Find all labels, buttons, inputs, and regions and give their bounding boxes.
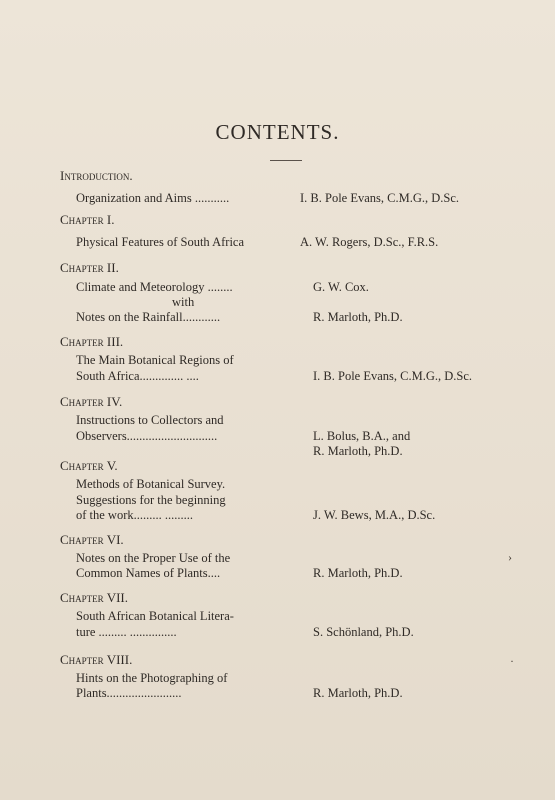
chapter-5-entry-1: Methods of Botanical Survey. [76, 477, 226, 491]
title-rule [270, 160, 302, 161]
chapter-4-author-2: R. Marloth, Ph.D. [313, 444, 403, 458]
chapter-2-author-1: G. W. Cox. [313, 280, 369, 294]
chapter-1-entry: Physical Features of South Africa [76, 235, 245, 249]
intro-heading: Introduction. [60, 168, 133, 183]
chapter-8-entry-1: Hints on the Photographing of [76, 671, 228, 685]
chapter-3-entry-2: South Africa.............. .... [76, 369, 199, 383]
chapter-7-entry-1: South African Botanical Litera- [76, 609, 234, 623]
chapter-6-heading: Chapter VI. [60, 532, 124, 547]
chapter-2-author-2: R. Marloth, Ph.D. [313, 310, 403, 324]
chapter-5-author: J. W. Bews, M.A., D.Sc. [313, 508, 436, 522]
chapter-3-entry-1: The Main Botanical Regions of [76, 353, 234, 367]
chapter-7-heading: Chapter VII. [60, 590, 128, 605]
chapter-6-author: R. Marloth, Ph.D. [313, 566, 403, 580]
chapter-4-author-1: L. Bolus, B.A., and [313, 429, 411, 443]
chapter-5-entry-2: Suggestions for the beginning [76, 493, 226, 507]
chapter-6-entry-1: Notes on the Proper Use of the [76, 551, 231, 565]
margin-mark: › [508, 550, 512, 564]
chapter-6-entry-2: Common Names of Plants.... [76, 566, 221, 580]
intro-author: I. B. Pole Evans, C.M.G., D.Sc. [300, 191, 460, 205]
margin-mark: · [510, 654, 514, 668]
chapter-5-heading: Chapter V. [60, 458, 118, 473]
chapter-4-heading: Chapter IV. [60, 394, 123, 409]
chapter-8-author: R. Marloth, Ph.D. [313, 686, 403, 700]
chapter-1-heading: Chapter I. [60, 212, 115, 227]
chapter-2-with: with [172, 295, 195, 309]
chapter-2-entry-2: Notes on the Rainfall............ [76, 310, 221, 324]
intro-entry: Organization and Aims ........... [76, 191, 230, 205]
chapter-1-author: A. W. Rogers, D.Sc., F.R.S. [300, 235, 439, 249]
chapter-2-heading: Chapter II. [60, 260, 119, 275]
chapter-3-heading: Chapter III. [60, 334, 124, 349]
chapter-8-entry-2: Plants........................ [76, 686, 182, 700]
chapter-4-entry-2: Observers............................. [76, 429, 218, 443]
chapter-5-entry-3: of the work......... ......... [76, 508, 193, 522]
page-title: CONTENTS. [215, 120, 340, 144]
chapter-2-entry-1: Climate and Meteorology ........ [76, 280, 233, 294]
chapter-3-author: I. B. Pole Evans, C.M.G., D.Sc. [313, 369, 473, 383]
chapter-7-entry-2: ture ......... ............... [76, 625, 177, 639]
chapter-8-heading: Chapter VIII. [60, 652, 133, 667]
chapter-7-author: S. Schönland, Ph.D. [313, 625, 414, 639]
chapter-4-entry-1: Instructions to Collectors and [76, 413, 224, 427]
